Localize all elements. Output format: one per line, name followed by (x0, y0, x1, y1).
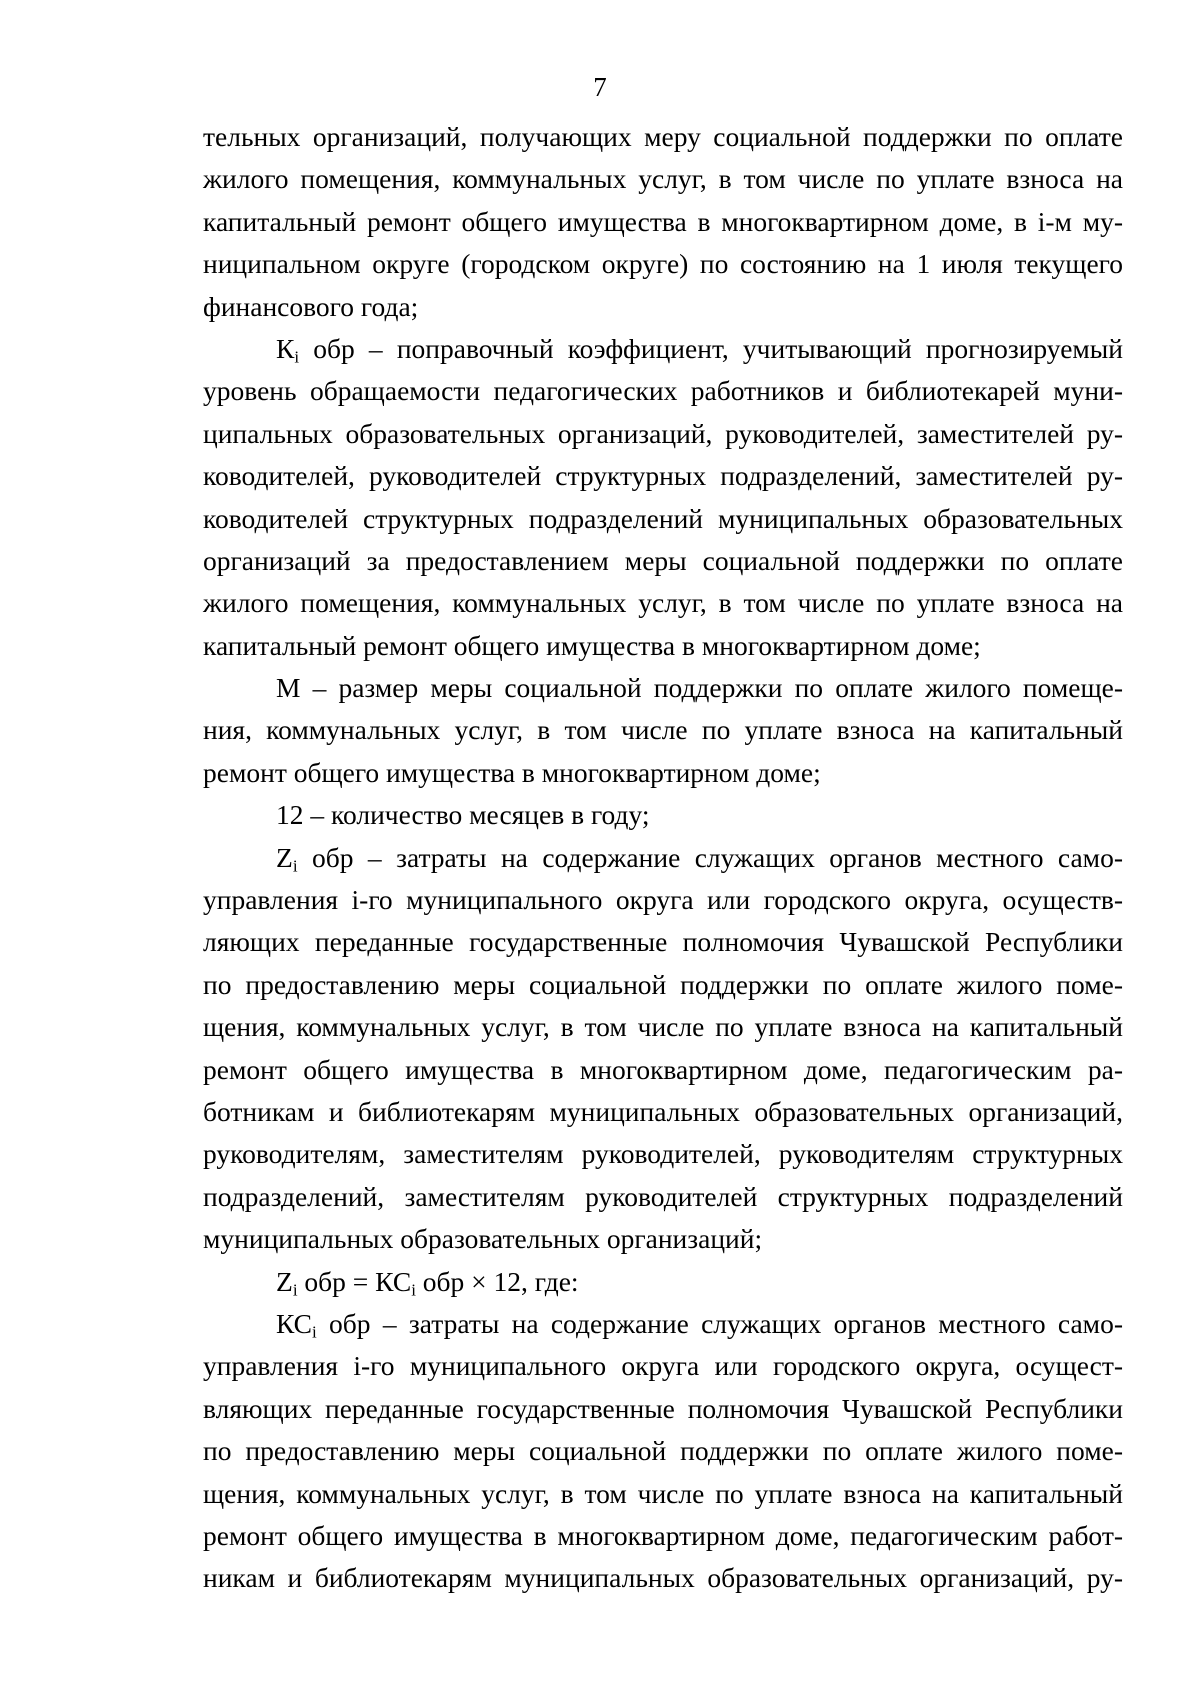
text-line (203, 794, 1123, 836)
subscript-index: i (312, 1322, 317, 1342)
line-text: ляющих переданные государственные полномочия Чувашской Республики (203, 926, 1123, 958)
line-text: Z (276, 1265, 293, 1297)
text-line (203, 1515, 1123, 1557)
text-line (203, 1218, 1123, 1260)
text-line (203, 1049, 1123, 1091)
text-line (203, 709, 1123, 751)
line-text: щения, коммунальных услуг, в том числе по уплате взноса на капитальный (203, 1011, 1123, 1043)
line-text: по предоставлению меры социальной поддержки по оплате жилого поме- (203, 1435, 1123, 1467)
line-text: М – размер меры социальной поддержки по оплате жилого помеще- (276, 672, 1123, 704)
text-line (203, 582, 1123, 624)
text-line (203, 1388, 1123, 1430)
text-line (203, 1261, 1123, 1303)
text-line (203, 1006, 1123, 1048)
text-line (203, 455, 1123, 497)
text-line (203, 625, 1123, 667)
line-text: муниципальных образовательных организаций; (203, 1223, 763, 1255)
subscript-index: i (294, 347, 300, 367)
line-text: никам и библиотекарям муниципальных образовательных организаций, ру- (203, 1562, 1123, 1594)
text-line (203, 667, 1123, 709)
text-line (203, 370, 1123, 412)
line-text: управления i-го муниципального округа или городского округа, осущест- (203, 1350, 1123, 1382)
text-line (203, 837, 1123, 879)
line-text: уровень обращаемости педагогических работников и библиотекарей муни- (203, 375, 1123, 407)
text-line (203, 498, 1123, 540)
line-text: капитальный ремонт общего имущества в многоквартирном доме; (203, 629, 981, 661)
document-body (203, 116, 1123, 1600)
text-line (203, 116, 1123, 158)
line-text: финансового года; (203, 290, 419, 322)
text-line (203, 158, 1123, 200)
text-line (203, 1345, 1123, 1387)
line-text: жилого помещения, коммунальных услуг, в том числе по уплате взноса на (203, 587, 1123, 619)
subscript-index: i (411, 1279, 416, 1299)
line-text: обр = КС (297, 1265, 412, 1297)
line-text: ния, коммунальных услуг, в том числе по уплате взноса на капитальный (203, 714, 1123, 746)
text-line (203, 752, 1123, 794)
text-line (203, 413, 1123, 455)
line-text: обр – затраты на содержание служащих органов местного само- (316, 1307, 1123, 1339)
line-text: ремонт общего имущества в многоквартирном доме; (203, 756, 821, 788)
line-text: вляющих переданные государственные полномочия Чувашской Республики (203, 1392, 1123, 1424)
line-text: управления i-го муниципального округа или городского округа, осуществ- (203, 884, 1123, 916)
line-text: ремонт общего имущества в многоквартирном доме, педагогическим работ- (203, 1519, 1123, 1551)
text-line (203, 243, 1123, 285)
subscript-index: i (292, 1279, 298, 1299)
line-text: жилого помещения, коммунальных услуг, в том числе по уплате взноса на (203, 163, 1123, 195)
text-line (203, 921, 1123, 963)
text-line (203, 201, 1123, 243)
line-text: подразделений, заместителям руководителей структурных подразделений (203, 1180, 1123, 1212)
text-line (203, 1176, 1123, 1218)
line-text: ководителей структурных подразделений муниципальных образовательных (203, 502, 1123, 534)
text-line (203, 1473, 1123, 1515)
line-text: К (276, 332, 295, 364)
text-line (203, 540, 1123, 582)
subscript-index: i (292, 855, 298, 875)
text-line (203, 1091, 1123, 1133)
line-text: щения, коммунальных услуг, в том числе по уплате взноса на капитальный (203, 1477, 1123, 1509)
line-text: обр × 12, где: (415, 1265, 579, 1297)
text-line (203, 964, 1123, 1006)
line-text: ципальных образовательных организаций, руководителей, заместителей ру- (203, 417, 1123, 449)
line-text: 12 – количество месяцев в году; (276, 799, 650, 831)
text-line (203, 1303, 1123, 1345)
line-text: Z (276, 841, 293, 873)
page-number: 7 (593, 72, 607, 102)
line-text: обр – поправочный коэффициент, учитывающий прогнозируемый (299, 332, 1123, 364)
line-text: ботникам и библиотекарям муниципальных образовательных организаций, (203, 1095, 1123, 1127)
text-line (203, 1430, 1123, 1472)
text-line (203, 286, 1123, 328)
text-line (203, 1133, 1123, 1175)
line-text: обр – затраты на содержание служащих органов местного само- (297, 841, 1123, 873)
text-line (203, 328, 1123, 370)
line-text: капитальный ремонт общего имущества в многоквартирном доме, в i-м му- (203, 205, 1123, 237)
line-text: ководителей, руководителей структурных подразделений, заместителей ру- (203, 460, 1123, 492)
line-text: ниципальном округе (городском округе) по состоянию на 1 июля текущего (203, 248, 1123, 280)
line-text: организаций за предоставлением меры социальной поддержки по оплате (203, 544, 1123, 576)
text-line (203, 879, 1123, 921)
line-text: КС (276, 1307, 312, 1339)
line-text: по предоставлению меры социальной поддержки по оплате жилого поме- (203, 968, 1123, 1000)
line-text: руководителям, заместителям руководителей, руководителям структурных (203, 1138, 1123, 1170)
line-text: ремонт общего имущества в многоквартирном доме, педагогическим ра- (203, 1053, 1123, 1085)
text-line (203, 1557, 1123, 1599)
line-text: тельных организаций, получающих меру социальной поддержки по оплате (203, 121, 1123, 152)
